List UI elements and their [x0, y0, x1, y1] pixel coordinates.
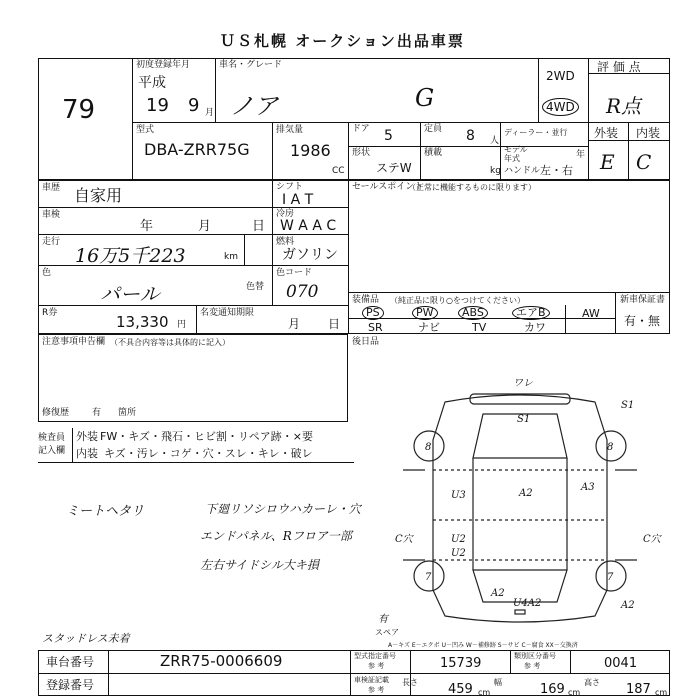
shift: I A T	[282, 192, 314, 208]
equip-aw: AW	[582, 307, 600, 320]
equip-leather: カワ	[524, 321, 546, 334]
equip-navi: ナビ	[418, 321, 440, 334]
color: パール	[100, 282, 160, 306]
reg-era: 平成	[138, 75, 166, 91]
history: 自家用	[74, 186, 123, 205]
inspector-int-items: キズ・汚レ・コゲ・穴・スレ・キレ・破レ	[104, 447, 313, 460]
recycle-fee: 13,330	[116, 313, 169, 331]
width: 169	[540, 682, 565, 697]
equip-ps: PS	[362, 306, 384, 320]
mark-8-a: 8	[425, 442, 432, 453]
length: 459	[448, 682, 473, 697]
score-label: 評 価 点	[597, 60, 641, 74]
category-number: 0041	[604, 656, 638, 671]
equip-pw: PW	[412, 306, 438, 320]
remarks-block	[38, 334, 348, 422]
aircon: W A A C	[280, 218, 337, 234]
height: 187	[626, 682, 651, 697]
model-label: 車名・グレード	[219, 60, 283, 70]
model-grade: G	[415, 84, 435, 112]
mark-a2-center: A2	[519, 488, 533, 499]
reg-month: 9	[188, 95, 200, 116]
mark-u2-b: U2	[451, 548, 466, 559]
note-seat: ミートヘタリ	[66, 504, 145, 519]
score-value: R点	[606, 94, 642, 118]
mark-u3: U3	[451, 490, 466, 501]
doors: 5	[384, 128, 393, 144]
note-studless: スタッドレス未着	[42, 632, 130, 645]
note-line-3: 左右サイドシル大キ損	[200, 558, 319, 572]
mark-a3: A3	[581, 482, 595, 493]
shape: ステW	[376, 161, 412, 175]
equip-sr: SR	[368, 321, 383, 334]
drive-4wd: 4WD	[542, 98, 579, 116]
fuel: ガソリン	[282, 247, 338, 263]
model-type: DBA-ZRR75G	[144, 140, 250, 159]
score-ext: E	[600, 150, 615, 174]
note-line-2: エンドパネル、Rフロア一部	[200, 529, 352, 543]
mark-c-right: C穴	[643, 534, 661, 545]
type-designation: 15739	[440, 656, 482, 671]
chassis-number: ZRR75-0006609	[160, 652, 283, 670]
mark-u2-a: U2	[451, 534, 466, 545]
page-title: ＵＳ札幌 オークション出品車票	[220, 32, 465, 50]
mark-7-b: 7	[607, 572, 614, 583]
mark-c-left: C穴	[395, 534, 413, 545]
mark-a2-right: A2	[621, 600, 635, 611]
mark-8-b: 8	[607, 442, 614, 453]
mark-a2-rear: A2	[491, 588, 505, 599]
mark-u4a2: U4A2	[513, 598, 542, 609]
note-line-1: 下廻リソシロウハカーレ・穴	[205, 502, 361, 516]
spare-label: スペア	[375, 628, 399, 637]
car-damage-diagram	[395, 370, 670, 640]
mark-s1-a: S1	[517, 414, 531, 425]
displacement: 1986	[290, 141, 331, 160]
reg-label: 初度登録年月	[136, 60, 191, 70]
mark-ware: ワレ	[513, 378, 533, 389]
warranty: 有・無	[624, 314, 661, 328]
equip-abs: ABS	[458, 306, 488, 320]
drive-2wd: 2WD	[546, 69, 575, 83]
mark-s1-b: S1	[621, 400, 635, 411]
score-int: C	[636, 150, 652, 174]
equip-tv: TV	[472, 321, 487, 334]
handle: 左・右	[540, 164, 573, 177]
lot-number: 79	[62, 95, 96, 125]
damage-legend: A－キズ E－エクボ U－凹み W－補修跡 S－サビ C－腐食 XX－交換済	[388, 642, 578, 649]
reg-year: 19	[146, 95, 169, 116]
equip-airbag: エアB	[512, 306, 550, 320]
mileage: 16万5千223	[75, 245, 186, 267]
spare-mark: 有	[378, 614, 388, 625]
color-code: 070	[286, 282, 319, 302]
inspector-ext-items: FW・キズ・飛石・ヒビ割・リペア跡・×要	[100, 430, 313, 443]
model-name: ノア	[230, 92, 278, 120]
capacity: 8	[466, 128, 475, 144]
mark-7-a: 7	[425, 572, 432, 583]
